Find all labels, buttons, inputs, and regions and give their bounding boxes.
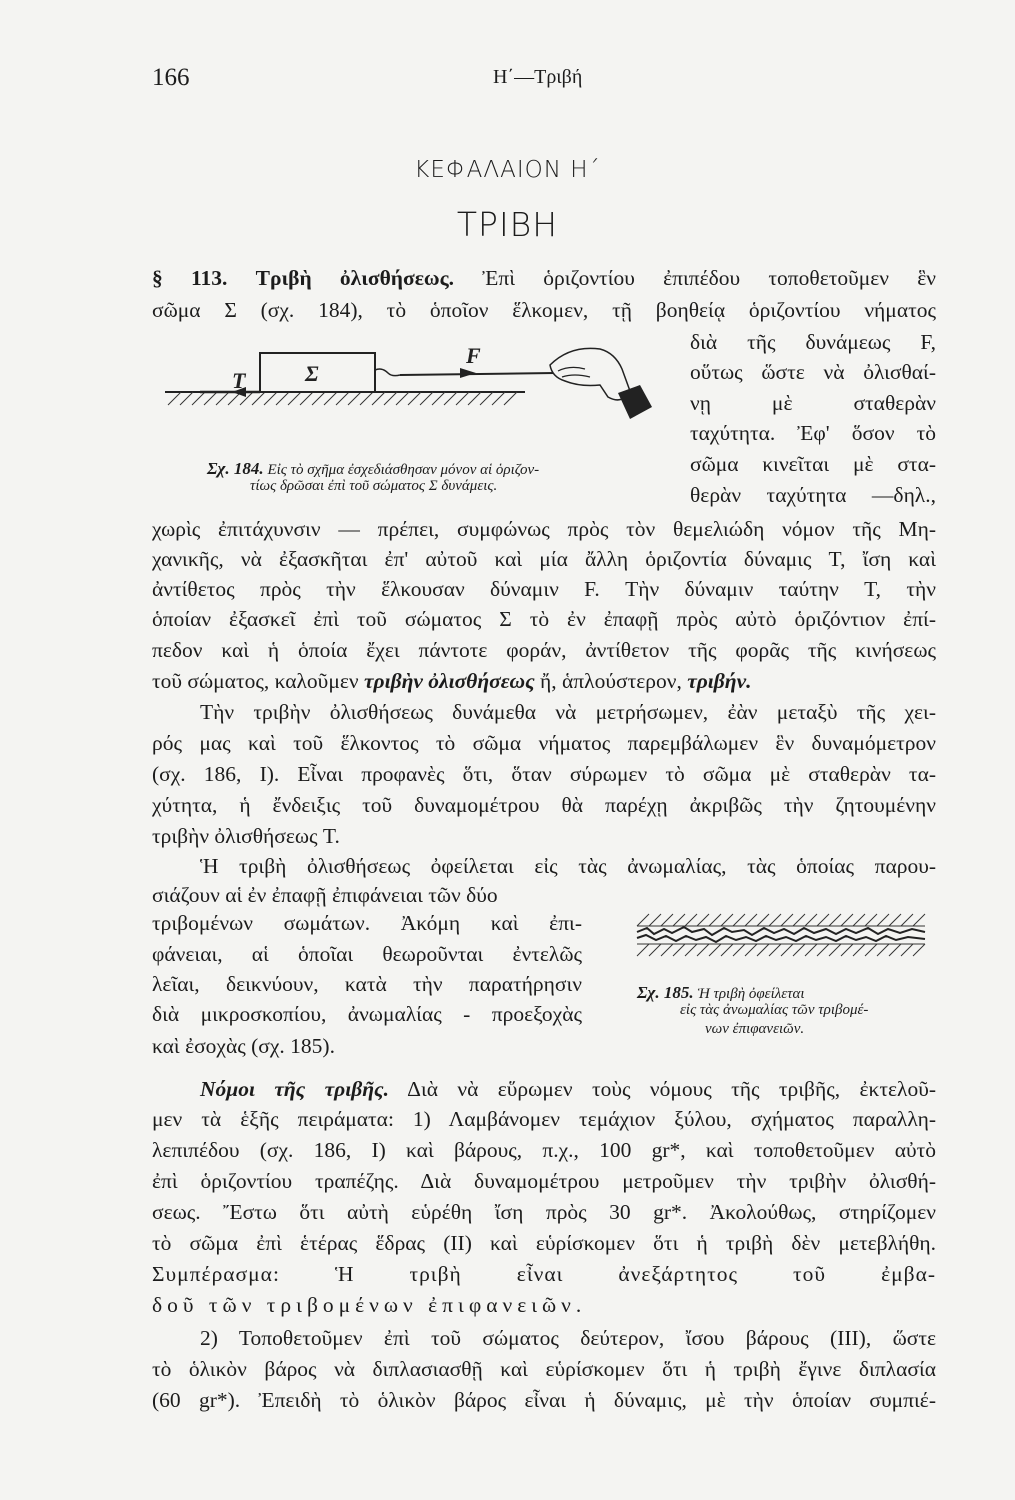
figure-184-caption <box>207 459 539 479</box>
section-heading: Τριβὴ ὀλισθήσεως. <box>255 266 455 290</box>
text-line: Συμπέρασμα: Ἡ τριβὴ εἶναι ἀνεξάρτητος τοῦ ἐμβα- <box>152 1262 936 1286</box>
text-line: θερὰν ταχύτητα —δηλ., <box>690 483 936 507</box>
running-title: Η΄—Τριβή <box>493 66 583 88</box>
text-line: χωρὶς ἐπιτάχυνσιν — πρέπει, συμφώνως πρὸς τὸν θεμελιώδη νόμον τῆς Μη- <box>152 517 936 541</box>
text-line: (σχ. 186, I). Εἶναι προφανὲς ὅτι, ὅταν σύρωμεν τὸ σῶμα μὲ σταθερὰν τα- <box>152 762 936 786</box>
caption-text: νων ἐπιφανειῶν. <box>705 1021 805 1037</box>
caption-text: Εἰς τὸ σχῆμα ἐσχεδιάσθησαν μόνον αἱ ὁριζον- <box>267 462 540 478</box>
text-line: χύτητα, ἡ ἔνδειξις τοῦ δυναμομέτρου θὰ παρέχῃ ἀκριβῶς τὴν ζητουμένην <box>152 793 936 817</box>
chapter-label: ΚΕΦΑΛΑΙΟΝ Η΄ <box>414 157 601 183</box>
text-line: νῃ μὲ σταθερὰν <box>690 391 936 415</box>
text-line: πεδον καὶ ἡ ὁποία ἔχει πάντοτε φοράν, ἀντίθετον τῆς φορᾶς τῆς κινήσεως <box>152 638 936 662</box>
text-line: σῶμα κινεῖται μὲ στα- <box>690 452 936 476</box>
text-line <box>152 667 752 695</box>
text-span: τοῦ σώματος, καλοῦμεν <box>152 669 359 693</box>
text-line: τὸ ὁλικὸν βάρος νὰ διπλασιασθῇ καὶ εὑρίσκομεν ὅτι ἡ τριβὴ ἔγινε διπλασία <box>152 1357 936 1381</box>
caption-tag: Σχ. 185. <box>637 983 694 1002</box>
text-line: ταχύτητα. Ἐφ' ὅσον τὸ <box>690 421 936 445</box>
text-line: σεως. Ἔστω ὅτι αὐτὴ εὑρέθη ἴση πρὸς 30 gr*. Ἀκολούθως, στηρίζομεν <box>152 1200 936 1224</box>
text-span: Διὰ νὰ εὕρωμεν τοὺς νόμους τῆς τριβῆς, ἐκτελοῦ- <box>407 1077 936 1101</box>
text-line: καὶ ἐσοχὰς (σχ. 185). <box>152 1034 335 1058</box>
term-friction-sliding: τριβὴν ὀλισθήσεως <box>363 669 535 693</box>
caption-text: Ἡ τριβὴ ὀφείλεται <box>697 986 805 1002</box>
section-heading-line <box>152 264 936 292</box>
hand-icon <box>550 348 630 400</box>
text-line: λεπιπέδου (σχ. 186, I) καὶ βάρους, π.χ., 100 gr*, καὶ τοποθετοῦμεν αὐτὸ <box>152 1138 936 1162</box>
section-number: § 113. <box>152 266 228 290</box>
text-line: Τὴν τριβὴν ὀλισθήσεως δυνάμεθα νὰ μετρήσωμεν, ἐὰν μεταξὺ τῆς χει- <box>200 700 936 724</box>
page-number: 166 <box>152 64 190 91</box>
text-span: ἤ, ἁπλούστερον, <box>540 669 682 693</box>
term-friction: τριβήν. <box>687 669 752 693</box>
text-line: ὁποίαν ἐξασκεῖ ἐπὶ τοῦ σώματος Σ τὸ ἐν ἐπαφῇ πρὸς αὐτὸ ὁριζόντιον ἐπί- <box>152 607 936 631</box>
text-line: ἐπὶ ὁριζοντίου τραπέζης. Διὰ δυναμομέτρου μετροῦμεν τὴν τριβὴν ὀλισθή- <box>152 1169 936 1193</box>
text-line: μεν τὰ ἑξῆς πειράματα: 1) Λαμβάνομεν τεμάχιον ξύλου, σχήματος παραλλη- <box>152 1107 936 1131</box>
text-line: ἀντίθετος πρὸς τὴν ἕλκουσαν δύναμιν F. Τὴν δύναμιν ταύτην T, τὴν <box>152 577 936 601</box>
text-line: σιάζουν αἱ ἐν ἐπαφῇ ἐπιφάνειαι τῶν δύο <box>152 883 498 907</box>
laws-heading-line <box>200 1075 936 1103</box>
section-text: Ἐπὶ ὁριζοντίου ἐπιπέδου τοποθετοῦμεν ἓν <box>482 266 936 290</box>
label-Sigma: Σ <box>305 361 319 386</box>
text-line: φάνειαι, αἱ ὁποῖαι θεωροῦνται ἐντελῶς <box>152 942 582 966</box>
text-line: τὸ σῶμα ἐπὶ ἑτέρας ἕδρας (II) καὶ εὑρίσκομεν ὅτι ἡ τριβὴ δὲν μετεβλήθη. <box>152 1231 936 1255</box>
text-line: δοῦ τῶν τριβομένων ἐπιφανειῶν. <box>152 1293 587 1317</box>
text-line: τριβομένων σωμάτων. Ἀκόμη καὶ ἐπι- <box>152 911 582 935</box>
text-line: ρός μας καὶ τοῦ ἕλκοντος τὸ σῶμα νήματος παρεμβάλωμεν ἓν δυναμόμετρον <box>152 731 936 755</box>
figure-185-caption <box>637 983 805 1003</box>
chapter-title: ΤΡΙΒΗ <box>456 205 559 244</box>
label-T: T <box>232 368 246 393</box>
text-line: 2) Τοποθετοῦμεν ἐπὶ τοῦ σώματος δεύτερον, ἴσου βάρους (III), ὥστε <box>200 1326 936 1350</box>
text-line: τριβὴν ὀλισθήσεως T. <box>152 824 340 848</box>
text-line: (60 gr*). Ἐπειδὴ τὸ ὁλικὸν βάρος εἶναι ἡ δύναμις, μὲ τὴν ὁποίαν συμπιέ- <box>152 1388 936 1412</box>
text-line: σῶμα Σ (σχ. 184), τὸ ὁποῖον ἕλκομεν, τῇ βοηθείᾳ ὁριζοντίου νήματος <box>152 298 936 322</box>
text-line: διὰ τῆς δυνάμεως F, <box>690 330 936 354</box>
caption-tag: Σχ. 184. <box>207 459 264 478</box>
text-line: λεῖαι, δεικνύουν, κατὰ τὴν παρατήρησιν <box>152 972 582 996</box>
figure-184 <box>160 335 680 450</box>
label-F: F <box>466 343 481 368</box>
text-line: διὰ μικροσκοπίου, ἀνωμαλίας - προεξοχὰς <box>152 1002 582 1026</box>
figure-185 <box>632 910 932 970</box>
text-line: Ἡ τριβὴ ὀλισθήσεως ὀφείλεται εἰς τὰς ἀνωμαλίας, τὰς ὁποίας παρου- <box>200 854 936 878</box>
text-line: χανικῆς, νὰ ἐξασκῆται ἐπ' αὐτοῦ καὶ μία ἄλλη ὁριζοντία δύναμις T, ἴση καὶ <box>152 547 936 571</box>
caption-text: εἰς τὰς ἀνωμαλίας τῶν τριβομέ- <box>680 1002 869 1018</box>
caption-text: τίως δρῶσαι ἐπὶ τοῦ σώματος Σ δυνάμεις. <box>250 478 498 494</box>
text-line: οὕτως ὥστε νὰ ὀλισθαί- <box>690 360 936 384</box>
laws-heading: Νόμοι τῆς τριβῆς. <box>200 1077 389 1101</box>
